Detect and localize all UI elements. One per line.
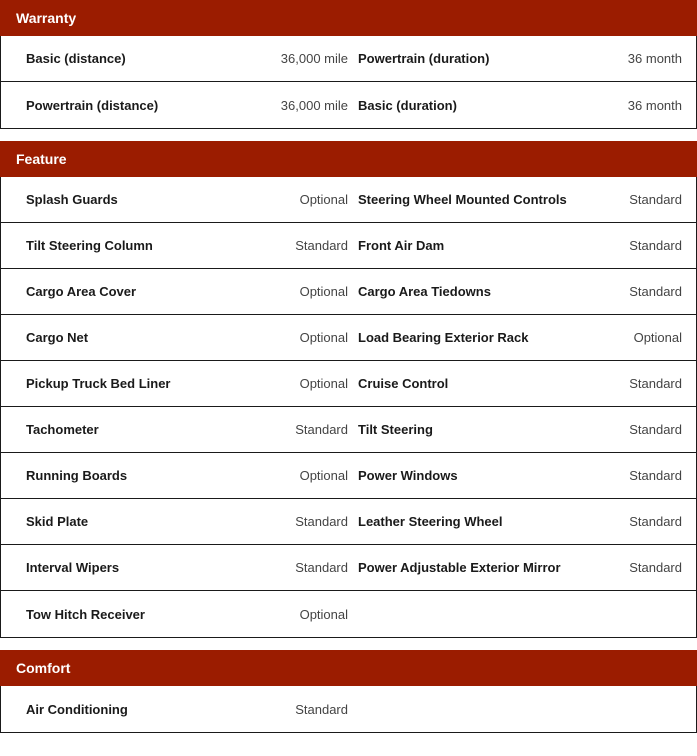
spec-label: Load Bearing Exterior Rack: [358, 330, 529, 345]
feature-table: [0, 177, 697, 638]
spec-label: Tilt Steering Column: [26, 238, 153, 253]
spec-value: Standard: [629, 284, 682, 299]
comfort-section: [0, 650, 697, 733]
spec-value: Standard: [629, 192, 682, 207]
spec-label: Interval Wipers: [26, 560, 120, 575]
spec-label: Leather Steering Wheel: [358, 514, 503, 529]
spec-value: Standard: [629, 468, 682, 483]
spec-label: Splash Guards: [26, 192, 118, 207]
spec-value: Optional: [299, 284, 348, 299]
spec-label: Cruise Control: [358, 376, 449, 391]
spec-value: Optional: [299, 606, 348, 622]
table-row: [1, 36, 696, 82]
table-row: [1, 453, 696, 499]
spec-value: Standard: [295, 560, 348, 575]
spec-value: Optional: [299, 330, 348, 345]
spec-label: Basic (duration): [358, 97, 457, 113]
spec-label: Power Windows: [358, 468, 458, 483]
feature-section: [0, 141, 697, 638]
spec-label: Pickup Truck Bed Liner: [26, 376, 171, 391]
spec-label: Running Boards: [26, 468, 128, 483]
spec-label: Steering Wheel Mounted Controls: [358, 192, 567, 207]
spec-value: Standard: [295, 422, 348, 437]
spec-label: Skid Plate: [26, 514, 89, 529]
spec-label: Tachometer: [26, 422, 99, 437]
table-row: [1, 545, 696, 591]
spec-value: Standard: [629, 376, 682, 391]
spec-value: 36 month: [627, 51, 682, 66]
table-row: [1, 269, 696, 315]
table-row: [1, 591, 696, 637]
table-row: [1, 407, 696, 453]
spec-label: Powertrain (distance): [26, 97, 159, 113]
spec-label: Power Adjustable Exterior Mirror: [358, 560, 561, 575]
spec-label: Cargo Area Tiedowns: [358, 284, 491, 299]
table-row: [1, 315, 696, 361]
spec-value: Standard: [629, 560, 682, 575]
spec-label: Powertrain (duration): [358, 51, 490, 66]
table-row: [1, 686, 696, 732]
spec-label: Tilt Steering: [358, 422, 433, 437]
spec-value: Standard: [295, 701, 348, 717]
table-row: [1, 223, 696, 269]
spec-value: Optional: [299, 192, 348, 207]
spec-value: Optional: [299, 376, 348, 391]
spec-value: 36,000 mile: [280, 51, 348, 66]
table-row: [1, 82, 696, 128]
spec-value: Standard: [295, 514, 348, 529]
spec-label: Cargo Area Cover: [26, 284, 137, 299]
spec-label: Basic (distance): [26, 51, 126, 66]
comfort-table: [0, 686, 697, 733]
spec-value: Standard: [629, 238, 682, 253]
spec-value: Standard: [295, 238, 348, 253]
spec-value: 36,000 mile: [280, 97, 348, 113]
warranty-table: [0, 36, 697, 129]
spec-value: Standard: [629, 422, 682, 437]
spec-label: Air Conditioning: [26, 701, 128, 717]
spec-label: Front Air Dam: [358, 238, 445, 253]
spec-value: Optional: [633, 330, 682, 345]
warranty-section: [0, 0, 697, 129]
table-row: [1, 177, 696, 223]
table-row: [1, 499, 696, 545]
warranty-header: Warranty: [0, 0, 697, 36]
spec-label: Cargo Net: [26, 330, 89, 345]
table-row: [1, 361, 696, 407]
comfort-header: Comfort: [0, 650, 697, 686]
spec-label: Tow Hitch Receiver: [26, 606, 145, 622]
feature-header: Feature: [0, 141, 697, 177]
spec-value: Optional: [299, 468, 348, 483]
spec-value: Standard: [629, 514, 682, 529]
spec-value: 36 month: [627, 97, 682, 113]
